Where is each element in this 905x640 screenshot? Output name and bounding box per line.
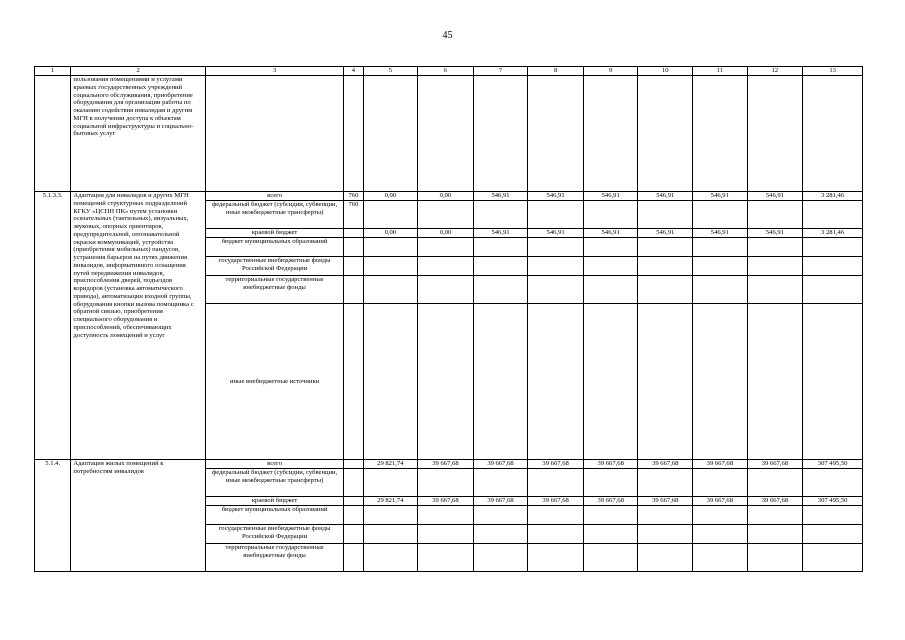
budget-table bbox=[34, 66, 863, 572]
source-municipal: бюджет муниципальных образований bbox=[205, 506, 344, 525]
source-territorial: территориальные государственные внебюджетные фонды bbox=[205, 276, 344, 304]
value-cell: 546,91 bbox=[528, 229, 584, 238]
value-cell: 546,91 bbox=[693, 192, 748, 201]
source-total: всего bbox=[205, 192, 344, 201]
value-cell: 546,91 bbox=[473, 192, 528, 201]
value-cell: 39 667,68 bbox=[693, 460, 748, 469]
value-cell: 0,00 bbox=[418, 192, 474, 201]
col-header: 7 bbox=[473, 67, 528, 76]
col4-value: 760 bbox=[344, 201, 363, 229]
col-header: 13 bbox=[803, 67, 863, 76]
row-code: 5.1.3.3. bbox=[35, 192, 71, 460]
col-header: 11 bbox=[693, 67, 748, 76]
value-cell: 39 667,68 bbox=[638, 497, 693, 506]
value-cell: 39 667,68 bbox=[418, 460, 474, 469]
value-cell: 0,00 bbox=[363, 229, 418, 238]
row-name: Адаптация для инвалидов и других МГН помещений структурных подразделений КГКУ «ЦСПН ПК» путем установки осязательных (тактильных), визуальных, звуковых, опорных ориентиров, предупредительной, опознавательной окраски коммуникаций, устройства (приобретения мобильных) пандусов, устранения барьеров на путях движения инвалидов, информативного оснащения путей передвижения инвалидов, приспособления дверей, подъездов коридоров (установка автоматического привода), автоматизации входной группы, оборудования кнопки вызова помощника с обратной связью, приобретения специального оборудования и приспособлений, обеспечивающих доступность помещений и услуг bbox=[71, 192, 205, 460]
value-cell: 546,91 bbox=[693, 229, 748, 238]
value-cell: 29 821,74 bbox=[363, 460, 418, 469]
value-cell: 39 667,68 bbox=[693, 497, 748, 506]
value-cell: 3 281,46 bbox=[803, 229, 863, 238]
value-cell: 39 667,68 bbox=[747, 497, 803, 506]
value-cell: 546,91 bbox=[528, 192, 584, 201]
source-regional: краевой бюджет bbox=[205, 497, 344, 506]
value-cell: 39 667,68 bbox=[418, 497, 474, 506]
col-header: 1 bbox=[35, 67, 71, 76]
value-cell: 39 667,68 bbox=[583, 497, 638, 506]
value-cell: 0,00 bbox=[363, 192, 418, 201]
col-header: 12 bbox=[747, 67, 803, 76]
col-header: 6 bbox=[418, 67, 474, 76]
value-cell: 29 821,74 bbox=[363, 497, 418, 506]
value-cell: 39 667,68 bbox=[473, 460, 528, 469]
value-cell: 307 495,50 bbox=[803, 460, 863, 469]
value-cell: 39 667,68 bbox=[583, 460, 638, 469]
source-funds: государственные внебюджетные фонды Российской Федерации bbox=[205, 257, 344, 276]
value-cell: 307 495,50 bbox=[803, 497, 863, 506]
col-header: 5 bbox=[363, 67, 418, 76]
value-cell: 546,91 bbox=[638, 229, 693, 238]
source-territorial: территориальные государственные внебюджетные фонды bbox=[205, 544, 344, 572]
value-cell: 546,91 bbox=[473, 229, 528, 238]
row-code bbox=[35, 76, 71, 192]
table-row-continuation bbox=[35, 76, 863, 192]
value-cell: 546,91 bbox=[638, 192, 693, 201]
source-federal: федеральный бюджет (субсидии, субвенции, иные межбюджетные трансферты) bbox=[205, 201, 344, 229]
source-total: всего bbox=[205, 460, 344, 469]
header-row bbox=[35, 67, 863, 76]
row-name: пользования помещениями и услугами краевых государственных учреждений социального обслуживания, приобретение оборудования для организации работы по оказанию содействия инвалидам и другим МГН в получении доступа к объектам социальной инфраструктуры и социально-бытовых услуг bbox=[71, 76, 205, 192]
value-cell: 39 667,68 bbox=[638, 460, 693, 469]
row-name: Адаптация жилых помещений к потребностям инвалидов bbox=[71, 460, 205, 572]
col4-value: 760 bbox=[344, 192, 363, 201]
source-municipal: бюджет муниципальных образований bbox=[205, 238, 344, 257]
source-federal: федеральный бюджет (субсидии, субвенции, иные межбюджетные трансферты) bbox=[205, 469, 344, 497]
source-other: иные внебюджетные источники bbox=[205, 304, 344, 460]
col-header: 2 bbox=[71, 67, 205, 76]
value-cell: 39 667,68 bbox=[747, 460, 803, 469]
value-cell: 546,91 bbox=[747, 192, 803, 201]
value-cell: 39 667,68 bbox=[528, 497, 584, 506]
value-cell: 546,91 bbox=[747, 229, 803, 238]
table-row bbox=[35, 192, 863, 201]
source-regional: краевой бюджет bbox=[205, 229, 344, 238]
col-header: 10 bbox=[638, 67, 693, 76]
col-header: 4 bbox=[344, 67, 363, 76]
value-cell: 39 667,68 bbox=[473, 497, 528, 506]
value-cell: 39 667,68 bbox=[528, 460, 584, 469]
col-header: 9 bbox=[583, 67, 638, 76]
col-header: 8 bbox=[528, 67, 584, 76]
col-header: 3 bbox=[205, 67, 344, 76]
table-row bbox=[35, 460, 863, 469]
row-code: 5.1.4. bbox=[35, 460, 71, 572]
value-cell: 546,91 bbox=[583, 229, 638, 238]
value-cell: 546,91 bbox=[583, 192, 638, 201]
source-funds: государственные внебюджетные фонды Российской Федерации bbox=[205, 525, 344, 544]
value-cell: 3 281,46 bbox=[803, 192, 863, 201]
page-number: 45 bbox=[442, 30, 453, 41]
value-cell: 0,00 bbox=[418, 229, 474, 238]
